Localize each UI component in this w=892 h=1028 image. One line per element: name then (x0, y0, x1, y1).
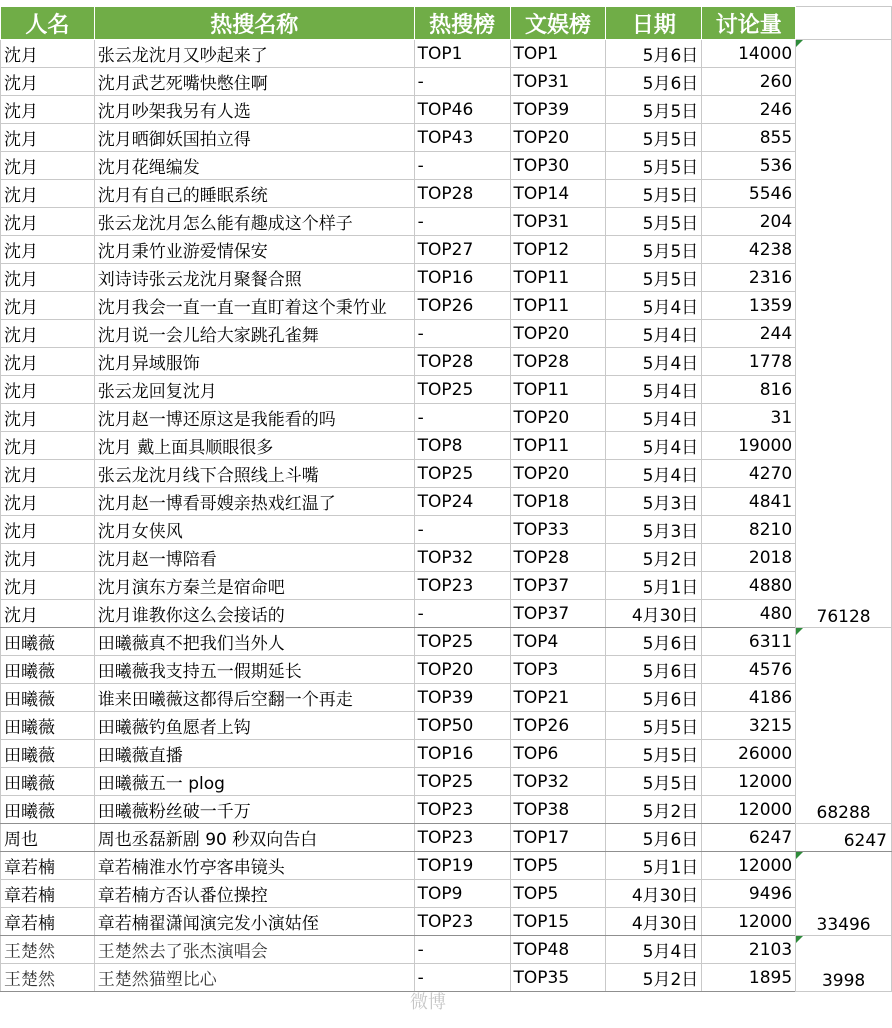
cell-ent-rank[interactable]: TOP6 (510, 740, 606, 768)
header-count[interactable]: 讨论量 (702, 7, 796, 40)
cell-title[interactable]: 沈月秉竹业游爱情保安 (94, 236, 414, 264)
group-total[interactable]: 6247 (796, 824, 892, 852)
weibo-watermark: 微博 (410, 992, 446, 1013)
cell-name[interactable]: 沈月 (1, 516, 95, 544)
cell-ent-rank[interactable]: TOP38 (510, 796, 606, 824)
cell-hot-rank[interactable]: TOP43 (414, 124, 510, 152)
cell-date[interactable]: 5月4日 (606, 936, 702, 964)
cell-count[interactable]: 204 (702, 208, 796, 236)
cell-name[interactable]: 沈月 (1, 544, 95, 572)
cell-hot-rank[interactable]: TOP1 (414, 40, 510, 68)
table-row (1, 768, 892, 796)
table-row (1, 544, 892, 572)
cell-title[interactable]: 沈月说一会儿给大家跳孔雀舞 (94, 320, 414, 348)
cell-date[interactable]: 5月2日 (606, 964, 702, 992)
cell-date[interactable]: 5月4日 (606, 348, 702, 376)
cell-hot-rank[interactable]: TOP26 (414, 292, 510, 320)
cell-name[interactable]: 田曦薇 (1, 712, 95, 740)
table-row (1, 124, 892, 152)
cell-title[interactable]: 沈月有自己的睡眠系统 (94, 180, 414, 208)
cell-date[interactable]: 5月5日 (606, 740, 702, 768)
cell-hot-rank[interactable]: TOP20 (414, 656, 510, 684)
cell-ent-rank[interactable]: TOP20 (510, 320, 606, 348)
cell-name[interactable]: 沈月 (1, 404, 95, 432)
cell-ent-rank[interactable]: TOP5 (510, 852, 606, 880)
table-row (1, 40, 892, 68)
group-total[interactable]: 3998 (796, 936, 892, 992)
cell-hot-rank[interactable]: - (414, 68, 510, 96)
cell-hot-rank[interactable]: TOP28 (414, 348, 510, 376)
cell-name[interactable]: 王楚然 (1, 964, 95, 992)
cell-title[interactable]: 张云龙沈月又吵起来了 (94, 40, 414, 68)
cell-ent-rank[interactable]: TOP31 (510, 208, 606, 236)
table-row (1, 404, 892, 432)
cell-hot-rank[interactable]: - (414, 964, 510, 992)
cell-name[interactable]: 周也 (1, 824, 95, 852)
cell-date[interactable]: 5月6日 (606, 40, 702, 68)
cell-name[interactable]: 沈月 (1, 68, 95, 96)
cell-title[interactable]: 沈月谁教你这么会接话的 (94, 600, 414, 628)
cell-ent-rank[interactable]: TOP31 (510, 68, 606, 96)
cell-hot-rank[interactable]: TOP23 (414, 824, 510, 852)
cell-ent-rank[interactable]: TOP18 (510, 488, 606, 516)
cell-count[interactable]: 12000 (702, 852, 796, 880)
cell-name[interactable]: 田曦薇 (1, 656, 95, 684)
cell-name[interactable]: 章若楠 (1, 880, 95, 908)
cell-hot-rank[interactable]: TOP16 (414, 740, 510, 768)
cell-hot-rank[interactable]: - (414, 600, 510, 628)
cell-date[interactable]: 4月30日 (606, 600, 702, 628)
cell-title[interactable]: 沈月赵一博还原这是我能看的吗 (94, 404, 414, 432)
cell-title[interactable]: 沈月异域服饰 (94, 348, 414, 376)
table-row (1, 348, 892, 376)
cell-date[interactable]: 5月2日 (606, 796, 702, 824)
cell-date[interactable]: 5月5日 (606, 768, 702, 796)
cell-title[interactable]: 沈月 戴上面具顺眼很多 (94, 432, 414, 460)
cell-name[interactable]: 沈月 (1, 460, 95, 488)
table-row (1, 236, 892, 264)
cell-hot-rank[interactable]: TOP25 (414, 376, 510, 404)
cell-title[interactable]: 张云龙回复沈月 (94, 376, 414, 404)
cell-name[interactable]: 沈月 (1, 264, 95, 292)
cell-date[interactable]: 5月3日 (606, 516, 702, 544)
cell-name[interactable]: 沈月 (1, 292, 95, 320)
cell-count[interactable]: 246 (702, 96, 796, 124)
cell-date[interactable]: 5月4日 (606, 320, 702, 348)
cell-title[interactable]: 沈月演东方秦兰是宿命吧 (94, 572, 414, 600)
cell-ent-rank[interactable]: TOP4 (510, 628, 606, 656)
cell-hot-rank[interactable]: - (414, 516, 510, 544)
group-total[interactable]: 76128 (796, 40, 892, 628)
cell-ent-rank[interactable]: TOP11 (510, 376, 606, 404)
table-body (1, 40, 892, 992)
cell-ent-rank[interactable]: TOP1 (510, 40, 606, 68)
cell-ent-rank[interactable]: TOP39 (510, 96, 606, 124)
cell-name[interactable]: 田曦薇 (1, 628, 95, 656)
cell-name[interactable]: 沈月 (1, 376, 95, 404)
header-date[interactable]: 日期 (606, 7, 702, 40)
cell-hot-rank[interactable]: TOP16 (414, 264, 510, 292)
cell-name[interactable]: 沈月 (1, 320, 95, 348)
cell-name[interactable]: 沈月 (1, 572, 95, 600)
cell-hot-rank[interactable]: TOP25 (414, 628, 510, 656)
cell-count[interactable]: 14000 (702, 40, 796, 68)
cell-count[interactable]: 480 (702, 600, 796, 628)
cell-title[interactable]: 刘诗诗张云龙沈月聚餐合照 (94, 264, 414, 292)
cell-hot-rank[interactable]: TOP46 (414, 96, 510, 124)
cell-name[interactable]: 沈月 (1, 488, 95, 516)
cell-ent-rank[interactable]: TOP32 (510, 768, 606, 796)
cell-name[interactable]: 沈月 (1, 124, 95, 152)
table-row (1, 600, 892, 628)
cell-title[interactable]: 沈月女侠风 (94, 516, 414, 544)
table-row (1, 572, 892, 600)
cell-ent-rank[interactable]: TOP20 (510, 404, 606, 432)
cell-name[interactable]: 沈月 (1, 236, 95, 264)
cell-date[interactable]: 5月6日 (606, 824, 702, 852)
cell-hot-rank[interactable]: TOP19 (414, 852, 510, 880)
cell-title[interactable]: 田曦薇钓鱼愿者上钩 (94, 712, 414, 740)
cell-count[interactable]: 1895 (702, 964, 796, 992)
cell-title[interactable]: 沈月晒御妖国拍立得 (94, 124, 414, 152)
header-ent-rank[interactable]: 文娱榜 (510, 7, 606, 40)
cell-count[interactable]: 1778 (702, 348, 796, 376)
cell-count[interactable]: 12000 (702, 768, 796, 796)
cell-name[interactable]: 田曦薇 (1, 740, 95, 768)
header-hot-rank[interactable]: 热搜榜 (414, 7, 510, 40)
cell-hot-rank[interactable]: TOP24 (414, 488, 510, 516)
cell-count[interactable]: 4238 (702, 236, 796, 264)
table-row (1, 152, 892, 180)
hot-search-table (0, 6, 892, 992)
cell-count[interactable]: 9496 (702, 880, 796, 908)
cell-date[interactable]: 5月5日 (606, 712, 702, 740)
cell-hot-rank[interactable]: TOP50 (414, 712, 510, 740)
cell-date[interactable]: 5月6日 (606, 68, 702, 96)
cell-name[interactable]: 沈月 (1, 180, 95, 208)
cell-date[interactable]: 5月5日 (606, 152, 702, 180)
cell-ent-rank[interactable]: TOP15 (510, 908, 606, 936)
cell-name[interactable]: 田曦薇 (1, 796, 95, 824)
cell-count[interactable]: 6247 (702, 824, 796, 852)
cell-title[interactable]: 沈月武艺死嘴快憋住啊 (94, 68, 414, 96)
cell-count[interactable]: 6311 (702, 628, 796, 656)
cell-hot-rank[interactable]: - (414, 936, 510, 964)
cell-count[interactable]: 4186 (702, 684, 796, 712)
cell-name[interactable]: 章若楠 (1, 908, 95, 936)
table-row (1, 824, 892, 852)
cell-name[interactable]: 沈月 (1, 600, 95, 628)
cell-title[interactable]: 田曦薇真不把我们当外人 (94, 628, 414, 656)
cell-ent-rank[interactable]: TOP37 (510, 600, 606, 628)
cell-ent-rank[interactable]: TOP20 (510, 460, 606, 488)
cell-date[interactable]: 5月4日 (606, 432, 702, 460)
cell-count[interactable]: 2103 (702, 936, 796, 964)
cell-count[interactable]: 1359 (702, 292, 796, 320)
cell-hot-rank[interactable]: TOP32 (414, 544, 510, 572)
cell-title[interactable]: 张云龙沈月线下合照线上斗嘴 (94, 460, 414, 488)
cell-date[interactable]: 4月30日 (606, 880, 702, 908)
cell-date[interactable]: 5月2日 (606, 544, 702, 572)
cell-hot-rank[interactable]: TOP23 (414, 908, 510, 936)
cell-count[interactable]: 2316 (702, 264, 796, 292)
cell-name[interactable]: 沈月 (1, 96, 95, 124)
cell-title[interactable]: 沈月赵一博陪看 (94, 544, 414, 572)
cell-title[interactable]: 王楚然猫塑比心 (94, 964, 414, 992)
cell-hot-rank[interactable]: TOP25 (414, 768, 510, 796)
cell-count[interactable]: 26000 (702, 740, 796, 768)
cell-title[interactable]: 谁来田曦薇这都得后空翻一个再走 (94, 684, 414, 712)
cell-count[interactable]: 244 (702, 320, 796, 348)
cell-count[interactable]: 8210 (702, 516, 796, 544)
cell-count[interactable]: 31 (702, 404, 796, 432)
cell-date[interactable]: 5月4日 (606, 404, 702, 432)
cell-hot-rank[interactable]: - (414, 320, 510, 348)
cell-date[interactable]: 4月30日 (606, 908, 702, 936)
cell-name[interactable]: 田曦薇 (1, 768, 95, 796)
cell-ent-rank[interactable]: TOP35 (510, 964, 606, 992)
header-blank[interactable] (796, 7, 892, 40)
cell-name[interactable]: 沈月 (1, 348, 95, 376)
cell-ent-rank[interactable]: TOP21 (510, 684, 606, 712)
table-row (1, 936, 892, 964)
table-row (1, 68, 892, 96)
cell-date[interactable]: 5月5日 (606, 124, 702, 152)
cell-title[interactable]: 田曦薇我支持五一假期延长 (94, 656, 414, 684)
cell-date[interactable]: 5月4日 (606, 460, 702, 488)
cell-name[interactable]: 田曦薇 (1, 684, 95, 712)
cell-count[interactable]: 260 (702, 68, 796, 96)
header-name[interactable]: 人名 (1, 7, 95, 40)
group-total[interactable]: 68288 (796, 628, 892, 824)
table-row (1, 96, 892, 124)
cell-hot-rank[interactable]: - (414, 152, 510, 180)
cell-count[interactable]: 4270 (702, 460, 796, 488)
cell-count[interactable]: 4576 (702, 656, 796, 684)
cell-hot-rank[interactable]: TOP27 (414, 236, 510, 264)
cell-title[interactable]: 周也丞磊新剧 90 秒双向告白 (94, 824, 414, 852)
cell-count[interactable]: 2018 (702, 544, 796, 572)
cell-title[interactable]: 田曦薇五一 plog (94, 768, 414, 796)
cell-date[interactable]: 5月4日 (606, 376, 702, 404)
cell-count[interactable]: 4880 (702, 572, 796, 600)
cell-count[interactable]: 12000 (702, 796, 796, 824)
table-row (1, 684, 892, 712)
cell-name[interactable]: 沈月 (1, 152, 95, 180)
cell-date[interactable]: 5月4日 (606, 292, 702, 320)
cell-count[interactable]: 816 (702, 376, 796, 404)
cell-title[interactable]: 章若楠淮水竹亭客串镜头 (94, 852, 414, 880)
table-row (1, 208, 892, 236)
cell-date[interactable]: 5月6日 (606, 684, 702, 712)
cell-ent-rank[interactable]: TOP14 (510, 180, 606, 208)
cell-title[interactable]: 沈月花绳编发 (94, 152, 414, 180)
cell-ent-rank[interactable]: TOP33 (510, 516, 606, 544)
table-row (1, 908, 892, 936)
group-total[interactable]: 33496 (796, 852, 892, 936)
table-row (1, 488, 892, 516)
cell-title[interactable]: 沈月我会一直一直一直盯着这个秉竹业 (94, 292, 414, 320)
table-row (1, 516, 892, 544)
cell-title[interactable]: 沈月吵架我另有人选 (94, 96, 414, 124)
table-row (1, 880, 892, 908)
cell-date[interactable]: 5月6日 (606, 656, 702, 684)
cell-title[interactable]: 张云龙沈月怎么能有趣成这个样子 (94, 208, 414, 236)
cell-count[interactable]: 19000 (702, 432, 796, 460)
cell-title[interactable]: 章若楠翟潇闻演完发小演姑侄 (94, 908, 414, 936)
cell-date[interactable]: 5月5日 (606, 236, 702, 264)
cell-hot-rank[interactable]: TOP23 (414, 796, 510, 824)
cell-name[interactable]: 沈月 (1, 40, 95, 68)
table-row (1, 432, 892, 460)
cell-hot-rank[interactable]: TOP8 (414, 432, 510, 460)
cell-title[interactable]: 王楚然去了张杰演唱会 (94, 936, 414, 964)
table-row (1, 460, 892, 488)
cell-name[interactable]: 王楚然 (1, 936, 95, 964)
cell-title[interactable]: 田曦薇粉丝破一千万 (94, 796, 414, 824)
cell-ent-rank[interactable]: TOP26 (510, 712, 606, 740)
cell-ent-rank[interactable]: TOP48 (510, 936, 606, 964)
table-row (1, 292, 892, 320)
cell-ent-rank[interactable]: TOP11 (510, 432, 606, 460)
cell-ent-rank[interactable]: TOP3 (510, 656, 606, 684)
cell-ent-rank[interactable]: TOP11 (510, 264, 606, 292)
cell-ent-rank[interactable]: TOP30 (510, 152, 606, 180)
cell-name[interactable]: 章若楠 (1, 852, 95, 880)
cell-ent-rank[interactable]: TOP28 (510, 544, 606, 572)
table-row (1, 656, 892, 684)
cell-ent-rank[interactable]: TOP17 (510, 824, 606, 852)
table-row (1, 712, 892, 740)
cell-date[interactable]: 5月6日 (606, 628, 702, 656)
cell-date[interactable]: 5月5日 (606, 96, 702, 124)
table-row (1, 376, 892, 404)
cell-date[interactable]: 5月5日 (606, 264, 702, 292)
cell-ent-rank[interactable]: TOP5 (510, 880, 606, 908)
table-row (1, 320, 892, 348)
cell-count[interactable]: 536 (702, 152, 796, 180)
table-row (1, 628, 892, 656)
cell-hot-rank[interactable]: TOP28 (414, 180, 510, 208)
table-row (1, 796, 892, 824)
cell-hot-rank[interactable]: - (414, 208, 510, 236)
header-title[interactable]: 热搜名称 (94, 7, 414, 40)
cell-title[interactable]: 沈月赵一博看哥嫂亲热戏红温了 (94, 488, 414, 516)
cell-count[interactable]: 4841 (702, 488, 796, 516)
cell-title[interactable]: 田曦薇直播 (94, 740, 414, 768)
table-row (1, 740, 892, 768)
cell-name[interactable]: 沈月 (1, 432, 95, 460)
table-row (1, 180, 892, 208)
table-row (1, 852, 892, 880)
cell-hot-rank[interactable]: - (414, 404, 510, 432)
table-row (1, 264, 892, 292)
cell-ent-rank[interactable]: TOP12 (510, 236, 606, 264)
table-row (1, 964, 892, 992)
cell-hot-rank[interactable]: TOP25 (414, 460, 510, 488)
cell-count[interactable]: 5546 (702, 180, 796, 208)
cell-hot-rank[interactable]: TOP23 (414, 572, 510, 600)
cell-ent-rank[interactable]: TOP20 (510, 124, 606, 152)
cell-name[interactable]: 沈月 (1, 208, 95, 236)
cell-hot-rank[interactable]: TOP9 (414, 880, 510, 908)
cell-ent-rank[interactable]: TOP28 (510, 348, 606, 376)
cell-count[interactable]: 855 (702, 124, 796, 152)
cell-date[interactable]: 5月5日 (606, 208, 702, 236)
cell-count[interactable]: 12000 (702, 908, 796, 936)
cell-hot-rank[interactable]: TOP39 (414, 684, 510, 712)
cell-date[interactable]: 5月1日 (606, 572, 702, 600)
cell-date[interactable]: 5月3日 (606, 488, 702, 516)
cell-title[interactable]: 章若楠方否认番位操控 (94, 880, 414, 908)
header-row (1, 7, 892, 40)
cell-count[interactable]: 3215 (702, 712, 796, 740)
cell-date[interactable]: 5月5日 (606, 180, 702, 208)
cell-ent-rank[interactable]: TOP11 (510, 292, 606, 320)
cell-ent-rank[interactable]: TOP37 (510, 572, 606, 600)
cell-date[interactable]: 5月1日 (606, 852, 702, 880)
